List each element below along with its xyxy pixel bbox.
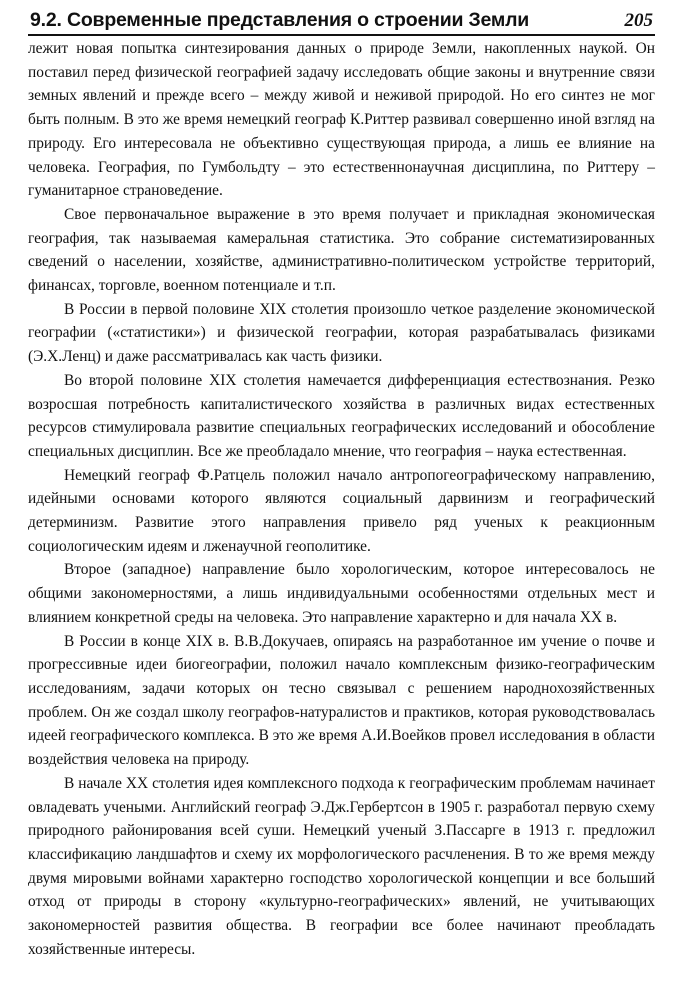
running-head xyxy=(28,6,655,36)
paragraph-applied-economic-geography: Свое первоначальное выражение в это время получает и прикладная экономическая география, так называемая камеральная статистика. Это собрание систематизированных сведений о населении, хозяйстве, административно-политическом устройстве территорий, финансах, торговле, военном потенциале и т.п. xyxy=(28,205,655,295)
paragraph-ratzel: Немецкий географ Ф.Ратцель положил начало антропогеографическому направлению, идейными основами которого являются социальный дарвинизм и географический детерминизм. Развитие этого направления привело ряд ученых к реакционным социологическим идеям и лженаучной геополитике. xyxy=(28,466,655,555)
paragraph-differentiation: Во второй половине XIX столетия намечается дифференциация естествознания. Резко возросшая потребность капиталистического хозяйства в различных видах естественных ресурсов стимулировала развитие специальных географических исследований и обособление специальных дисциплин. Все же преобладало мнение, что география – наука естественная. xyxy=(28,371,655,460)
paragraph-chorological: Второе (западное) направление было хорологическим, которое интересовалось не общими закономерностями, а лишь индивидуальными особенностями отдельных мест и влиянием конкретной среды на человека. Это направление характерно и для начала XX в. xyxy=(28,561,655,626)
page-number: 205 xyxy=(624,10,653,31)
paragraph-russia-first-half-xix: В России в первой половине XIX столетия произошло четкое разделение экономической географии («статистики») и физической географии, которая разрабатывалась физиками (Э.Х.Ленц) и даже рассматривалась как часть физики. xyxy=(28,300,655,366)
paragraph-early-xx-century: В начале XX столетия идея комплексного подхода к географическим проблемам начинает овладевать учеными. Английский географ Э.Дж.Гербертсон в 1905 г. разработал первую схему природного районирования всей суши. Немецкий ученый З.Пассарге в 1913 г. предложил классификацию ландшафтов и схему их морфологического расчленения. В то же время между двумя мировыми войнами характерно господство хорологической концепции и все больший отход от природы в сторону «культурно-географических» явлений, не учитывающих закономерностей развития общества. В географии все более начинают преобладать хозяйственные интересы. xyxy=(28,774,655,958)
paragraph-dokuchaev: В России в конце XIX в. В.В.Докучаев, опираясь на разработанное им учение о почве и прогрессивные идеи биогеографии, положил начало комплексным физико-географическим исследованиям, задачи которых он тесно связывал с решением народнохозяйственных проблем. Он же создал школу географов-натуралистов и практиков, которая руководствовалась идеей географического комплекса. В это же время А.И.Воейков провел исследования в области воздействия человека на природу. xyxy=(28,632,655,769)
section-title: 9.2. Современные представления о строении Земли xyxy=(30,9,530,31)
paragraph-continuation: лежит новая попытка синтезирования данных о природе Земли, накопленных наукой. Он поставил перед физической географией задачу исследовать общие законы и внутренние связи земных явлений и прежде всего – между живой и неживой природой. Но его синтез не мог быть полным. В это же время немецкий географ К.Риттер развивал совершенно иной взгляд на природу. Его интересовала не объективно существующая природа, а лишь ее влияние на человека. География, по Гумбольдту – это естественнонаучная дисциплина, по Риттеру – гуманитарное страноведение. xyxy=(28,40,655,200)
body-text xyxy=(28,37,655,961)
